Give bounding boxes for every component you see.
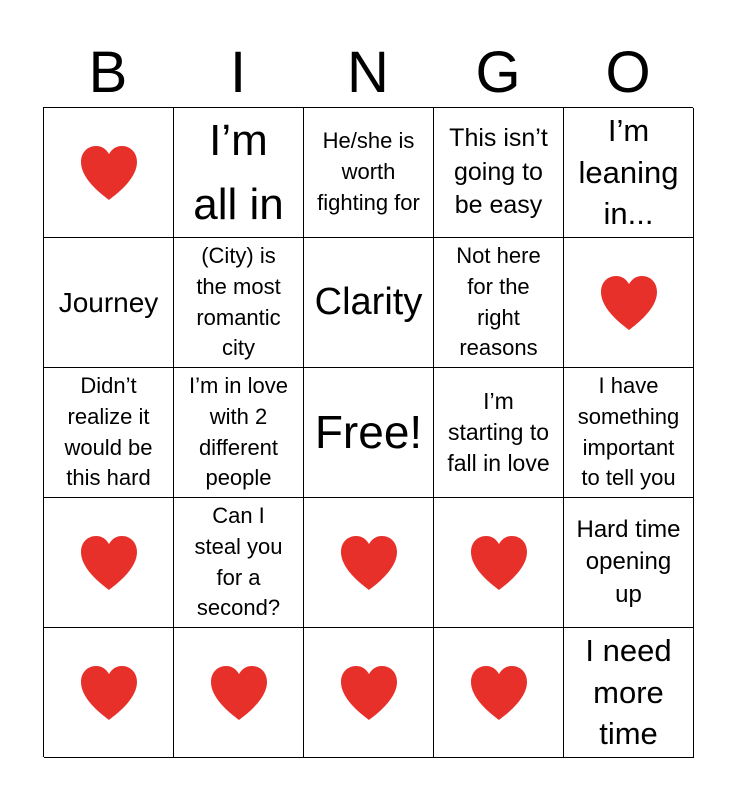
bingo-cell[interactable] — [564, 498, 694, 628]
header-letter-o: O — [605, 40, 651, 105]
cell-text: (City) is the most romantic city — [196, 242, 281, 361]
cell-text: I’m all in — [193, 115, 284, 229]
heart-icon — [77, 664, 141, 722]
heart-shape — [471, 666, 527, 720]
heart-shape — [211, 666, 267, 720]
bingo-cell[interactable] — [44, 498, 174, 628]
bingo-cell[interactable] — [44, 628, 174, 758]
header-letter-b: B — [88, 40, 128, 105]
heart-shape — [81, 536, 137, 590]
bingo-cell[interactable] — [174, 108, 304, 238]
bingo-cell[interactable] — [44, 368, 174, 498]
header-letter-n: N — [347, 40, 389, 105]
heart-icon — [337, 664, 401, 722]
bingo-header — [43, 40, 693, 106]
cell-text: Not here for the right reasons — [456, 242, 541, 361]
heart-shape — [601, 276, 657, 330]
bingo-cell[interactable] — [434, 108, 564, 238]
bingo-cell[interactable] — [564, 368, 694, 498]
cell-text: I have something important to tell you — [577, 372, 680, 491]
heart-icon — [337, 534, 401, 592]
cell-text: Hard time opening up — [576, 515, 681, 608]
bingo-cell[interactable] — [174, 238, 304, 368]
bingo-cell[interactable] — [174, 628, 304, 758]
heart-icon — [77, 534, 141, 592]
bingo-cell[interactable] — [174, 368, 304, 498]
bingo-cell[interactable] — [564, 108, 694, 238]
cell-text: This isn’t going to be easy — [449, 123, 548, 220]
cell-text: Free! — [314, 405, 423, 458]
cell-text: I’m in love with 2 different people — [188, 372, 289, 491]
cell-text: Can I steal you for a second? — [194, 502, 283, 621]
heart-icon — [597, 274, 661, 332]
cell-text: I’m leaning in... — [578, 112, 679, 232]
cell-text: Clarity — [314, 280, 423, 323]
bingo-board — [43, 107, 693, 757]
bingo-cell[interactable] — [174, 498, 304, 628]
heart-shape — [81, 146, 137, 200]
bingo-cell[interactable] — [434, 368, 564, 498]
bingo-cell[interactable] — [304, 498, 434, 628]
bingo-cell[interactable] — [434, 238, 564, 368]
bingo-cell[interactable] — [304, 628, 434, 758]
cell-text: I’m starting to fall in love — [447, 387, 550, 477]
bingo-cell[interactable] — [564, 238, 694, 368]
cell-text: Journey — [58, 286, 159, 318]
bingo-cell[interactable] — [304, 108, 434, 238]
bingo-cell[interactable] — [434, 498, 564, 628]
heart-icon — [77, 144, 141, 202]
free-space[interactable] — [304, 368, 434, 498]
bingo-cell[interactable] — [304, 238, 434, 368]
heart-icon — [467, 664, 531, 722]
heart-icon — [207, 664, 271, 722]
heart-shape — [471, 536, 527, 590]
heart-shape — [341, 536, 397, 590]
header-letter-g: G — [475, 40, 521, 105]
cell-text: I need more time — [585, 632, 672, 752]
heart-icon — [467, 534, 531, 592]
bingo-cell[interactable] — [44, 238, 174, 368]
heart-shape — [341, 666, 397, 720]
bingo-cell[interactable] — [44, 108, 174, 238]
bingo-cell[interactable] — [434, 628, 564, 758]
bingo-cell[interactable] — [564, 628, 694, 758]
cell-text: He/she is worth fighting for — [317, 128, 420, 215]
header-letter-i: I — [229, 40, 247, 105]
heart-shape — [81, 666, 137, 720]
cell-text: Didn’t realize it would be this hard — [64, 372, 153, 491]
